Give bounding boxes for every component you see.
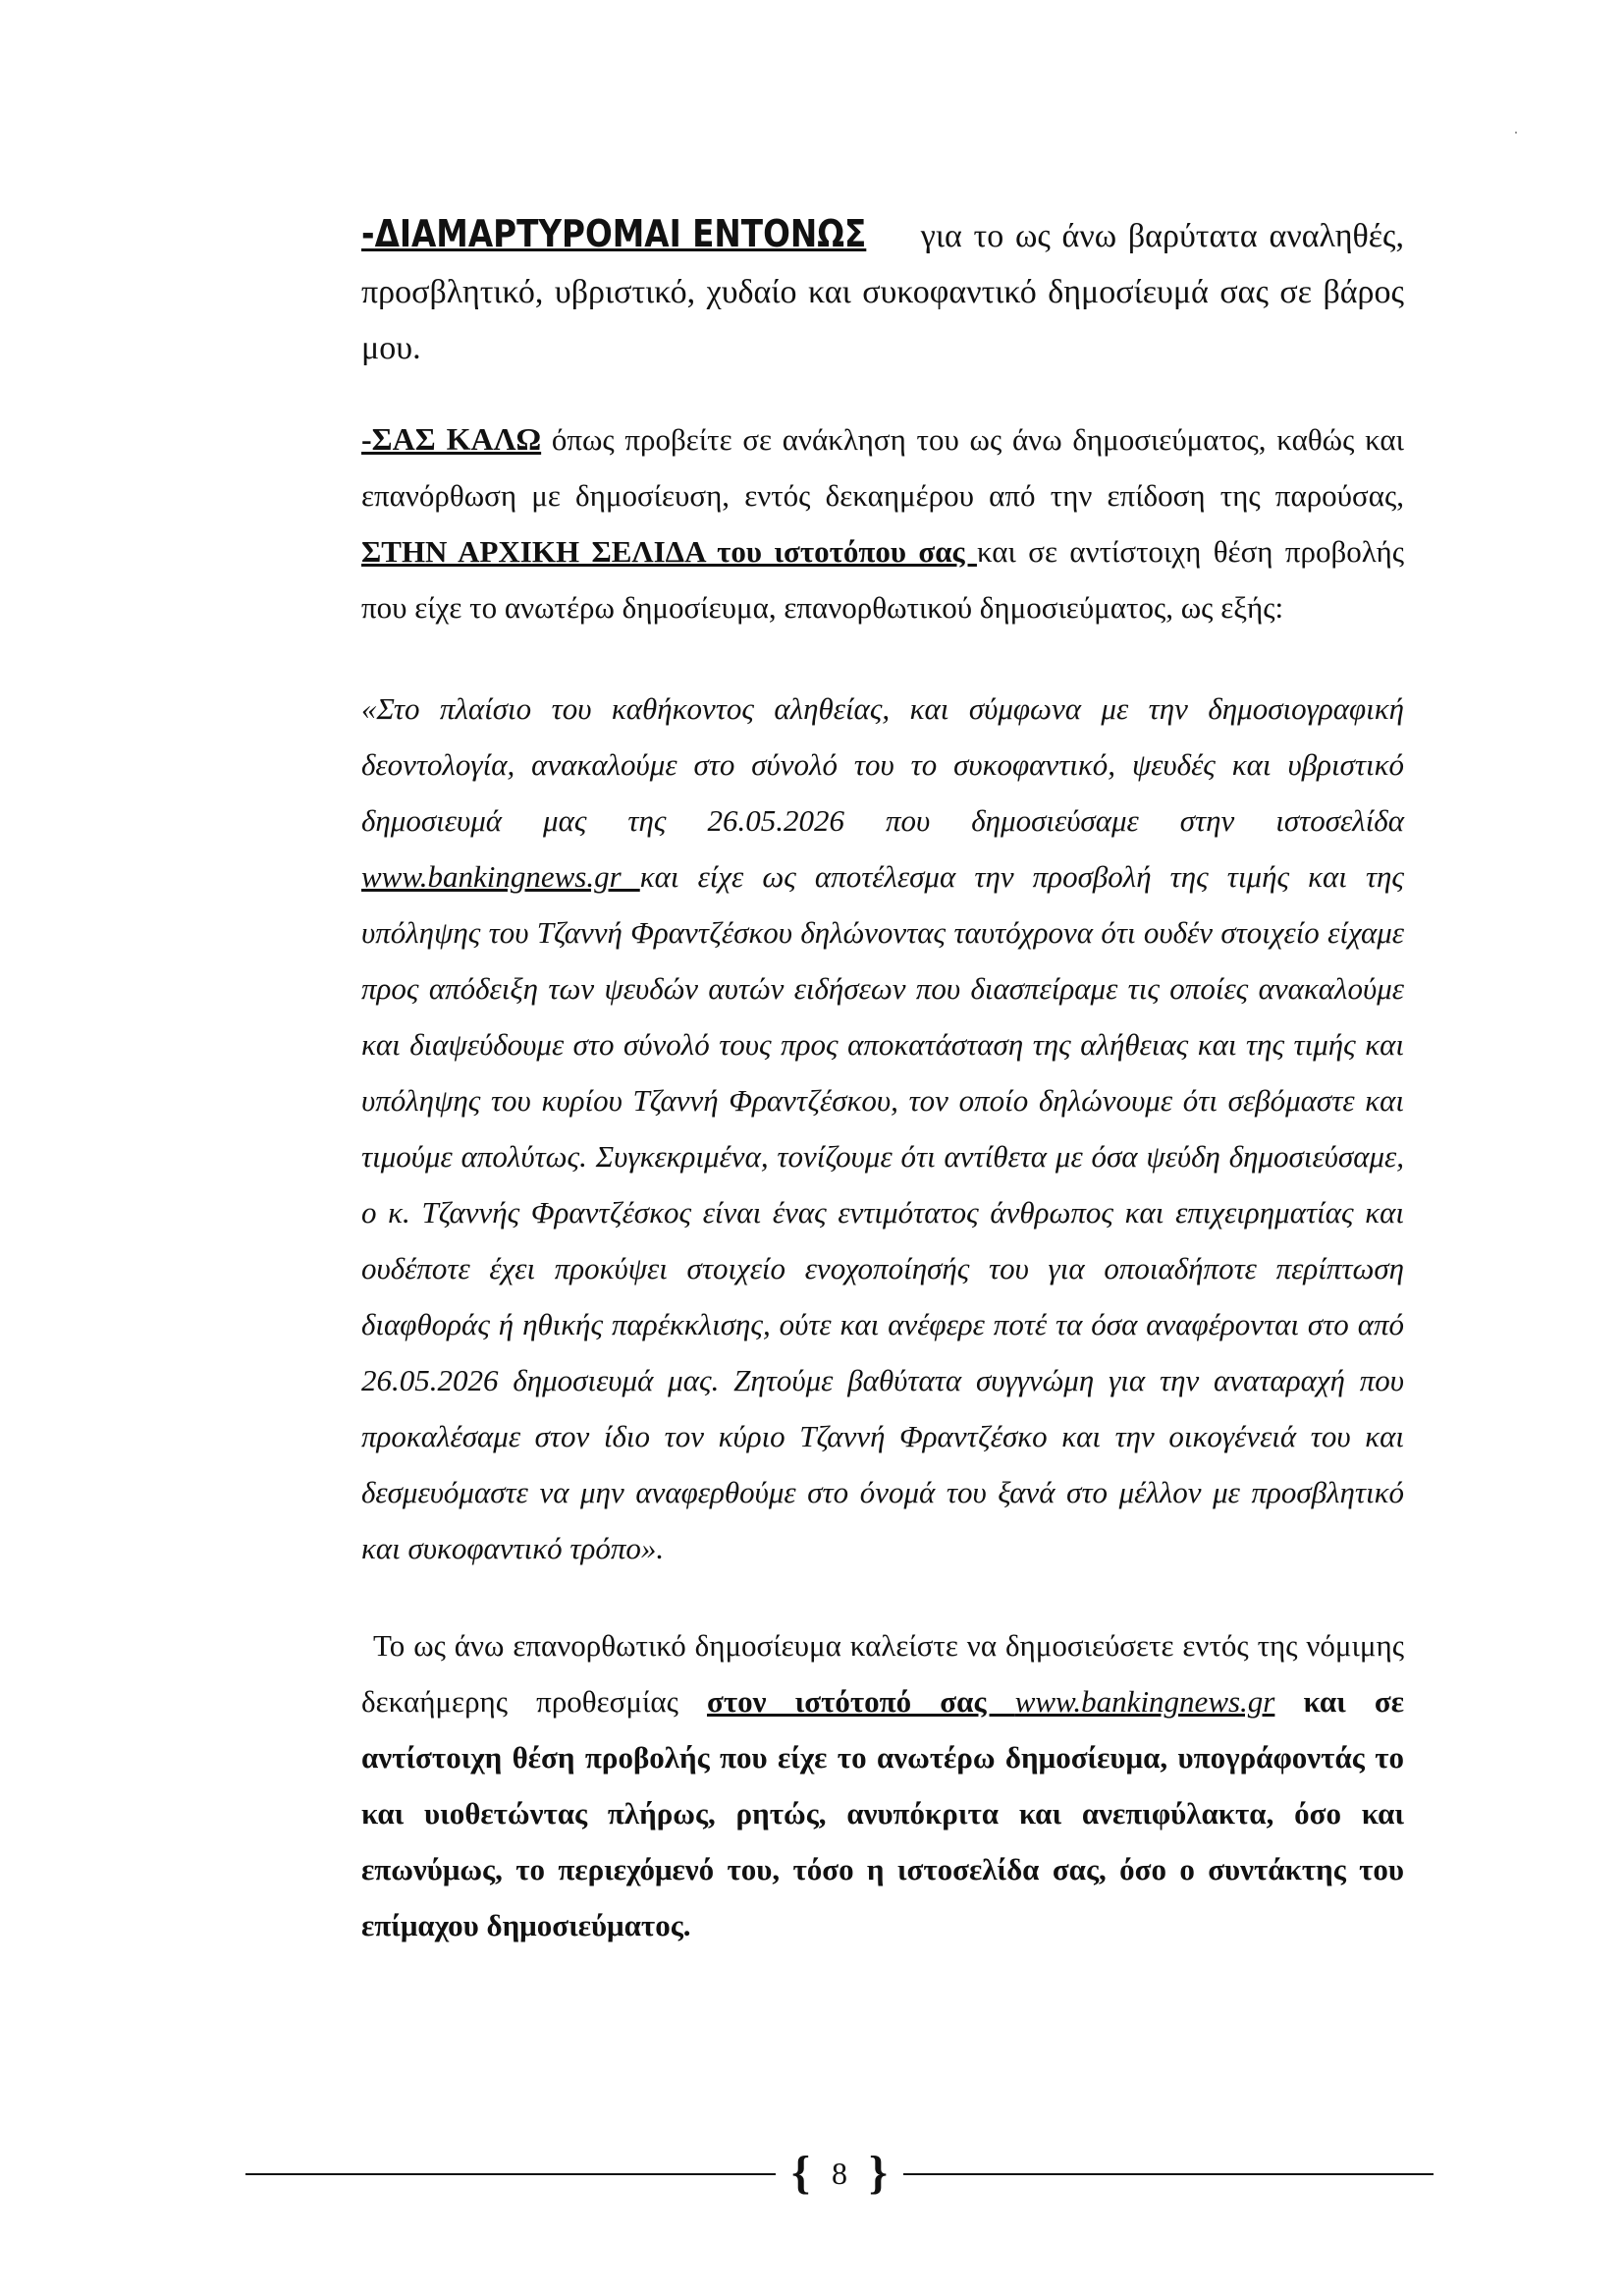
footer-rule-right: [903, 2173, 1434, 2175]
quote-website-link[interactable]: www.bankingnews.gr: [361, 859, 640, 894]
quote-text-a: «Στο πλαίσιο του καθήκοντος αληθείας, και σύμφωνα με την δημοσιογραφική δεοντολογία, ανακαλούμε στο σύνολό του το συκοφαντικό, ψευδές και υβριστικό δημοσιευμά μας της 26.05.2026 που δημοσιεύσαμε στην ιστοσελίδα: [361, 691, 1404, 838]
request-text-b: και σε αντίστοιχη θέση προβολής που είχε το ανωτέρω δημοσίευμα, επανορθωτικού δημοσιεύματος, ως εξής:: [361, 534, 1404, 625]
protest-heading: -ΔΙΑΜΑΡΤΥΡΟΜΑΙ ΕΝΤΟΝΩΣ: [361, 212, 867, 255]
request-heading: -ΣΑΣ ΚΑΛΩ: [361, 421, 542, 457]
request-text-a: όπως προβείτε σε ανάκληση του ως άνω δημοσιεύματος, καθώς και επανόρθωση με δημοσίευση, εντός δεκαημέρου από την επίδοση της παρούσας,: [361, 422, 1404, 513]
brace-close-icon: }: [869, 2147, 888, 2199]
publication-instructions: [361, 1617, 1404, 1953]
correction-quote: [361, 681, 1404, 1576]
instructions-bold-tail: και σε αντίστοιχη θέση προβολής που είχε το ανωτέρω δημοσίευμα, υπογράφοντάς το και υιοθετώντας πλήρως, ρητώς, ανυπόκριτα και ανεπιφύλακτα, όσο και επωνύμως, το περιεχόμενό του, τόσο η ιστοσελίδα σας, όσο ο συντάκτης του επίμαχου δημοσιεύματος.: [361, 1684, 1404, 1942]
instructions-website-link[interactable]: www.bankingnews.gr: [1014, 1684, 1275, 1719]
protest-text: για το ως άνω βαρύτατα αναληθές, προσβλητικό, υβριστικό, χυδαίο και συκοφαντικό δημοσίευμά σας σε βάρος μου.: [361, 218, 1404, 366]
page-number: 8: [832, 2156, 847, 2191]
quote-text-b: και είχε ως αποτέλεσμα την προσβολή της τιμής και της υπόληψης του Τζαννή Φραντζέσκου δηλώνοντας ταυτόχρονα ότι ουδέν στοιχείο είχαμε προς απόδειξη των ψευδών αυτών ειδήσεων που διασπείραμε τις οποίες ανακαλούμε και διαψεύδουμε στο σύνολό τους προς αποκατάσταση της αλήθειας και της τιμής και υπόληψης του κυρίου Τζαννή Φραντζέσκου, τον οποίο δηλώνουμε ότι σεβόμαστε και τιμούμε απολύτως. Συγκεκριμένα, τονίζουμε ότι αντίθετα με όσα ψεύδη δημοσιεύσαμε, ο κ. Τζαννής Φραντζέσκος είναι ένας εντιμότατος άνθρωπος και επιχειρηματίας και ουδέποτε έχει προκύψει στοιχείο ενοχοποίησής του για οποιαδήποτε περίπτωση διαφθοράς ή ηθικής παρέκκλισης, ούτε και ανέφερε ποτέ τα όσα αναφέρονται στο από 26.05.2026 δημοσιευμά μας. Ζητούμε βαθύτατα συγγνώμη για την αναταραχή που προκαλέσαμε στον ίδιο τον κύριο Τζαννή Φραντζέσκο και την οικογένειά του και δεσμευόμαστε να μην αναφερθούμε στο όνομά του ξανά στο μέλλον με προσβλητικό και συκοφαντικό τρόπο».: [361, 859, 1404, 1565]
footer-rule-left: [245, 2173, 776, 2175]
instructions-website-label: στον ιστότοπό σας: [706, 1684, 1015, 1719]
scan-speck: [1515, 132, 1517, 134]
brace-open-icon: {: [791, 2147, 810, 2199]
protest-paragraph: [361, 206, 1404, 376]
instructions-text-a: Το ως άνω επανορθωτικό δημοσίευμα καλείστε να δημοσιεύσετε εντός της νόμιμης δεκαήμερης προθεσμίας: [361, 1628, 1404, 1719]
page-number-box: [784, 2149, 895, 2198]
request-emphasis: ΣΤΗΝ ΑΡΧΙΚΗ ΣΕΛΙΔΑ του ιστοτόπου σας: [361, 534, 977, 569]
page-footer: [245, 2149, 1434, 2198]
document-body: [361, 206, 1404, 1953]
request-paragraph: [361, 411, 1404, 635]
